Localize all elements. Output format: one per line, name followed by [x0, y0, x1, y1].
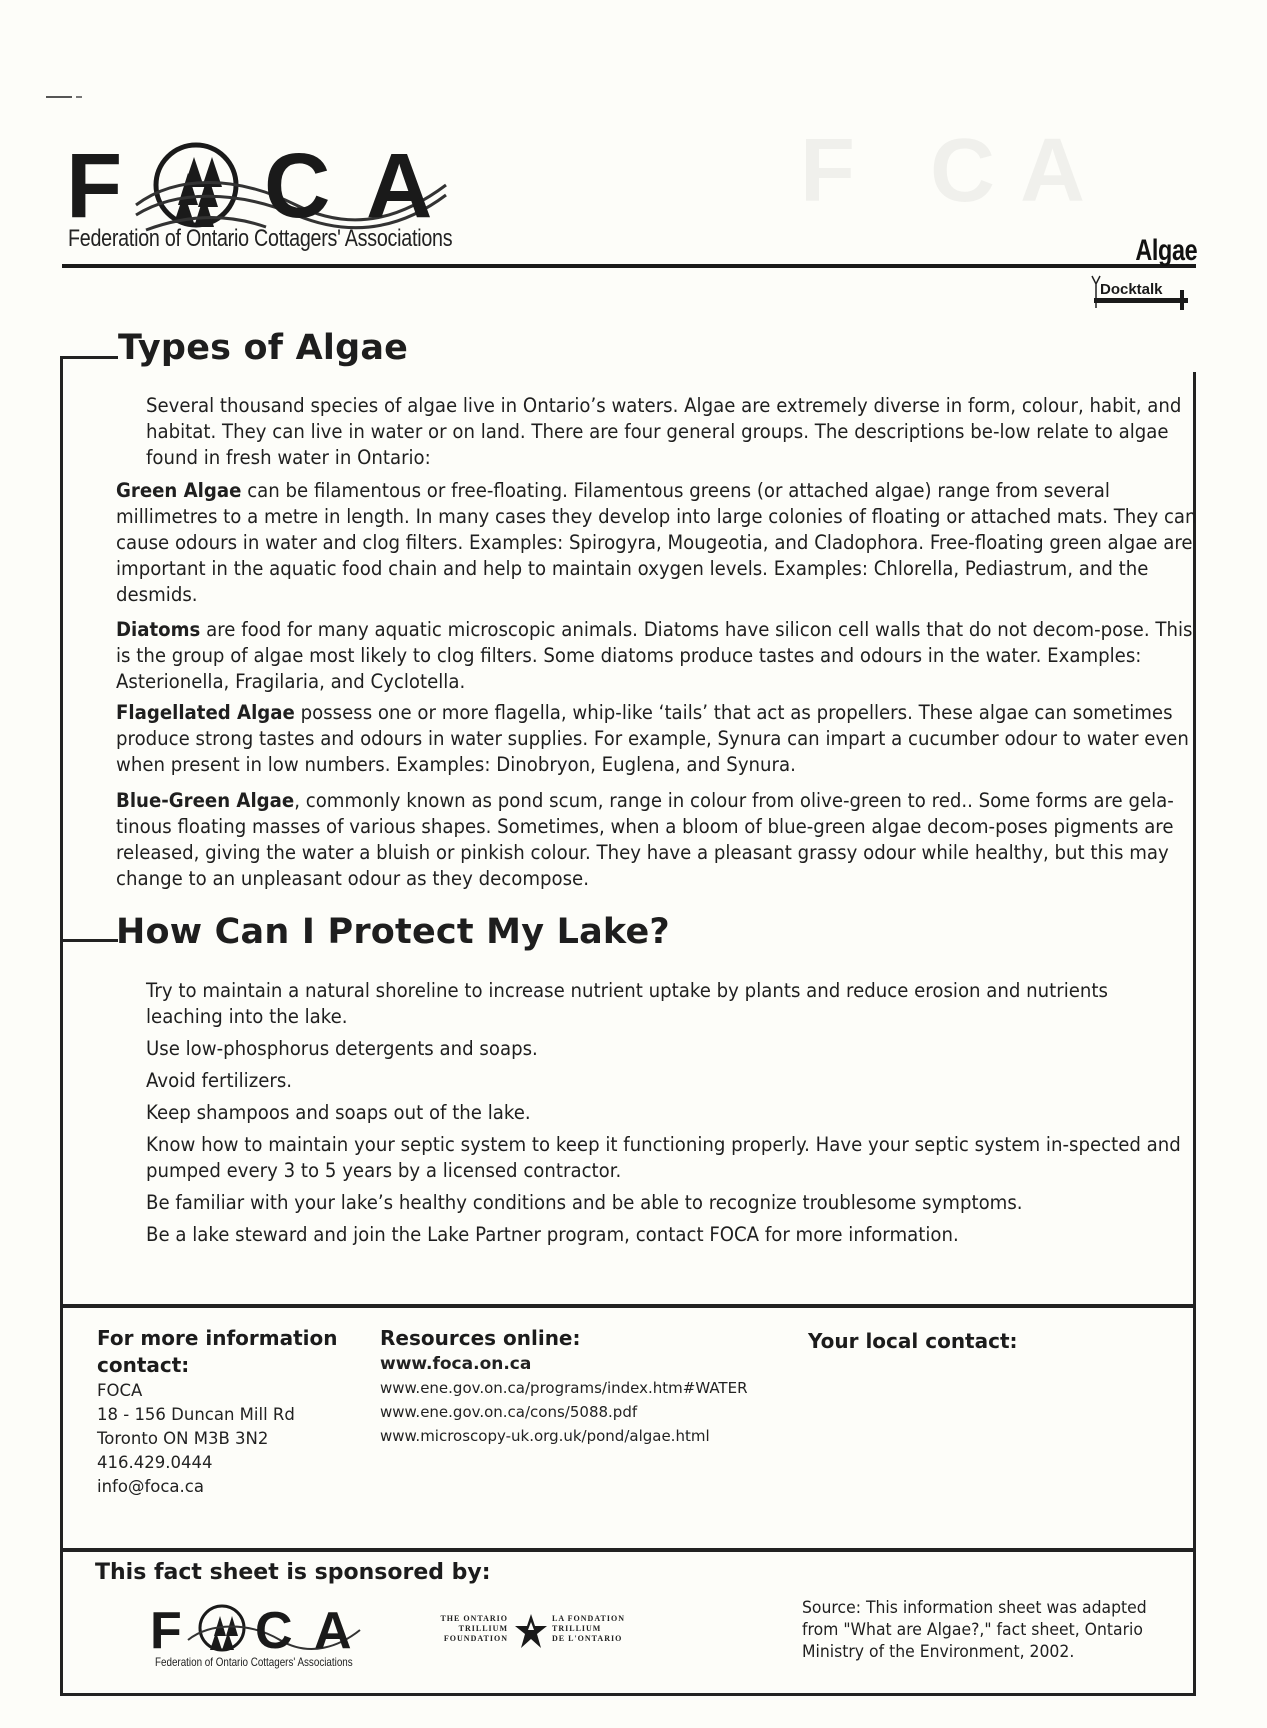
- contact-phone: 416.429.0444: [97, 1453, 213, 1472]
- local-contact-heading: Your local contact:: [808, 1329, 1018, 1353]
- tip-item: Be a lake steward and join the Lake Partner program, contact FOCA for more information.: [146, 1223, 959, 1246]
- scan-mark: [46, 96, 72, 98]
- contact-name: FOCA: [97, 1381, 143, 1400]
- resources-heading: Resources online:: [380, 1326, 581, 1350]
- contact-block: [97, 1325, 347, 1499]
- scan-mark: [76, 96, 82, 98]
- trillium-french: LA FONDATION TRILLIUM DE L'ONTARIO: [552, 1614, 625, 1643]
- org-name: Federation of Ontario Cottagers' Associations: [68, 225, 453, 252]
- tip-item: Avoid fertilizers.: [146, 1069, 293, 1092]
- tip-item: Be familiar with your lake’s healthy conditions and be able to recognize troublesome symptoms.: [146, 1191, 1023, 1214]
- tree-circle-icon: [200, 1606, 244, 1650]
- group-name: Flagellated Algae: [116, 701, 295, 724]
- contact-email[interactable]: info@foca.ca: [97, 1477, 204, 1496]
- algae-group-green: [116, 478, 1199, 608]
- sponsor-heading: This fact sheet is sponsored by:: [95, 1560, 491, 1585]
- types-heading: Types of Algae: [118, 328, 409, 368]
- logo-letter-c: C: [264, 135, 331, 237]
- tip-item: Keep shampoos and soaps out of the lake.: [146, 1101, 531, 1124]
- resource-link-foca[interactable]: www.foca.on.ca: [380, 1354, 532, 1374]
- contact-heading: For more information contact:: [97, 1326, 338, 1377]
- logo-letter-c: C: [255, 1602, 293, 1660]
- docktalk-badge: [1088, 272, 1198, 312]
- algae-group-diatoms: [116, 617, 1199, 695]
- topic-title: Algae: [1135, 234, 1197, 267]
- tip-item: Use low-phosphorus detergents and soaps.: [146, 1037, 538, 1060]
- frame-line: [60, 1693, 1196, 1696]
- group-name: Green Algae: [116, 479, 242, 502]
- group-name: Blue-Green Algae: [116, 789, 295, 812]
- group-description: are food for many aquatic microscopic animals. Diatoms have silicon cell walls that do not decom-pose. This is the group of algae most likely to clog filters. Some diatoms produce tastes and odours in the water. Examples: Asterionella, Fragilaria, and Cyclotella.: [116, 618, 1193, 693]
- source-note: Source: This information sheet was adapted from "What are Algae?," fact sheet, Ontario Ministry of the Environment, 2002.: [802, 1598, 1147, 1662]
- protect-tips-list: [146, 978, 1183, 1254]
- frame-line: [60, 357, 63, 1695]
- section-divider: [60, 1304, 1196, 1308]
- group-name: Diatoms: [116, 618, 201, 641]
- resource-link[interactable]: www.microscopy-uk.org.uk/pond/algae.html: [380, 1427, 710, 1445]
- frame-line: [60, 939, 118, 942]
- contact-address: 18 - 156 Duncan Mill Rd: [97, 1405, 295, 1424]
- local-contact-block: [808, 1328, 1108, 1355]
- dock-icon: [1094, 298, 1188, 303]
- trillium-icon: [514, 1612, 548, 1652]
- bleed-through-shadow: F C A: [800, 121, 1085, 221]
- resource-link[interactable]: www.ene.gov.on.ca/programs/index.htm#WATER: [380, 1379, 748, 1397]
- contact-city: Toronto ON M3B 3N2: [97, 1429, 269, 1448]
- trillium-foundation-logo: [436, 1612, 636, 1656]
- logo-letter-a: A: [314, 1602, 352, 1660]
- types-intro: Several thousand species of algae live in Ontario’s waters. Algae are extremely diverse in form, colour, habit, and habitat. They can live in water or on land. There are four general groups. The descriptions be-low relate to algae found in fresh water in Ontario:: [146, 394, 1182, 469]
- logo-letter-f: F: [150, 1602, 182, 1660]
- antenna-icon: [1092, 276, 1100, 308]
- header-rule: [62, 264, 1196, 268]
- group-description: , commonly known as pond scum, range in colour from olive-green to red.. Some forms are gela-tinous floating masses of various shapes. Sometimes, when a bloom of blue-green algae decom-poses pigments are released, giving the water a bluish or pinkish colour. They have a pleasant grassy odour while healthy, but this may change to an unpleasant odour as they decompose.: [116, 789, 1174, 890]
- resource-link[interactable]: www.ene.gov.on.ca/cons/5088.pdf: [380, 1403, 638, 1421]
- group-description: can be filamentous or free-floating. Filamentous greens (or attached algae) range from several millimetres to a metre in length. In many cases they develop into large colonies of floating or attached mats. They can cause odours in water and clog filters. Examples: Spirogyra, Mougeotia, and Cladophora. Free-floating green algae are important in the aquatic food chain and help to maintain oxygen levels. Examples: Chlorella, Pediastrum, and the desmids.: [116, 479, 1197, 606]
- logo-letter-a: A: [366, 135, 433, 237]
- resources-block: [380, 1325, 800, 1448]
- group-description: possess one or more flagella, whip-like ‘tails’ that act as propellers. These algae can sometimes produce strong tastes and odours in water supplies. For example, Synura can impart a cucumber odour to water even when present in low numbers. Examples: Dinobryon, Euglena, and Synura.: [116, 701, 1189, 776]
- sponsor-foca-name: Federation of Ontario Cottagers' Associations: [155, 1655, 353, 1669]
- docktalk-label: Docktalk: [1100, 281, 1163, 298]
- tree-circle-icon: [156, 145, 236, 227]
- protect-heading: How Can I Protect My Lake?: [116, 912, 670, 952]
- tip-item: Know how to maintain your septic system to keep it functioning properly. Have your septic system in-spected and pumped every 3 to 5 years by a licensed contractor.: [146, 1133, 1181, 1182]
- logo-letter-f: F: [66, 135, 123, 237]
- algae-group-flagellated: [116, 700, 1199, 778]
- algae-group-blue-green: [116, 788, 1199, 892]
- frame-line: [60, 356, 118, 359]
- trillium-english: THE ONTARIO TRILLIUM FOUNDATION: [440, 1614, 508, 1643]
- tip-item: Try to maintain a natural shoreline to increase nutrient uptake by plants and reduce erosion and nutrients leaching into the lake.: [146, 979, 1108, 1028]
- section-divider: [60, 1548, 1196, 1552]
